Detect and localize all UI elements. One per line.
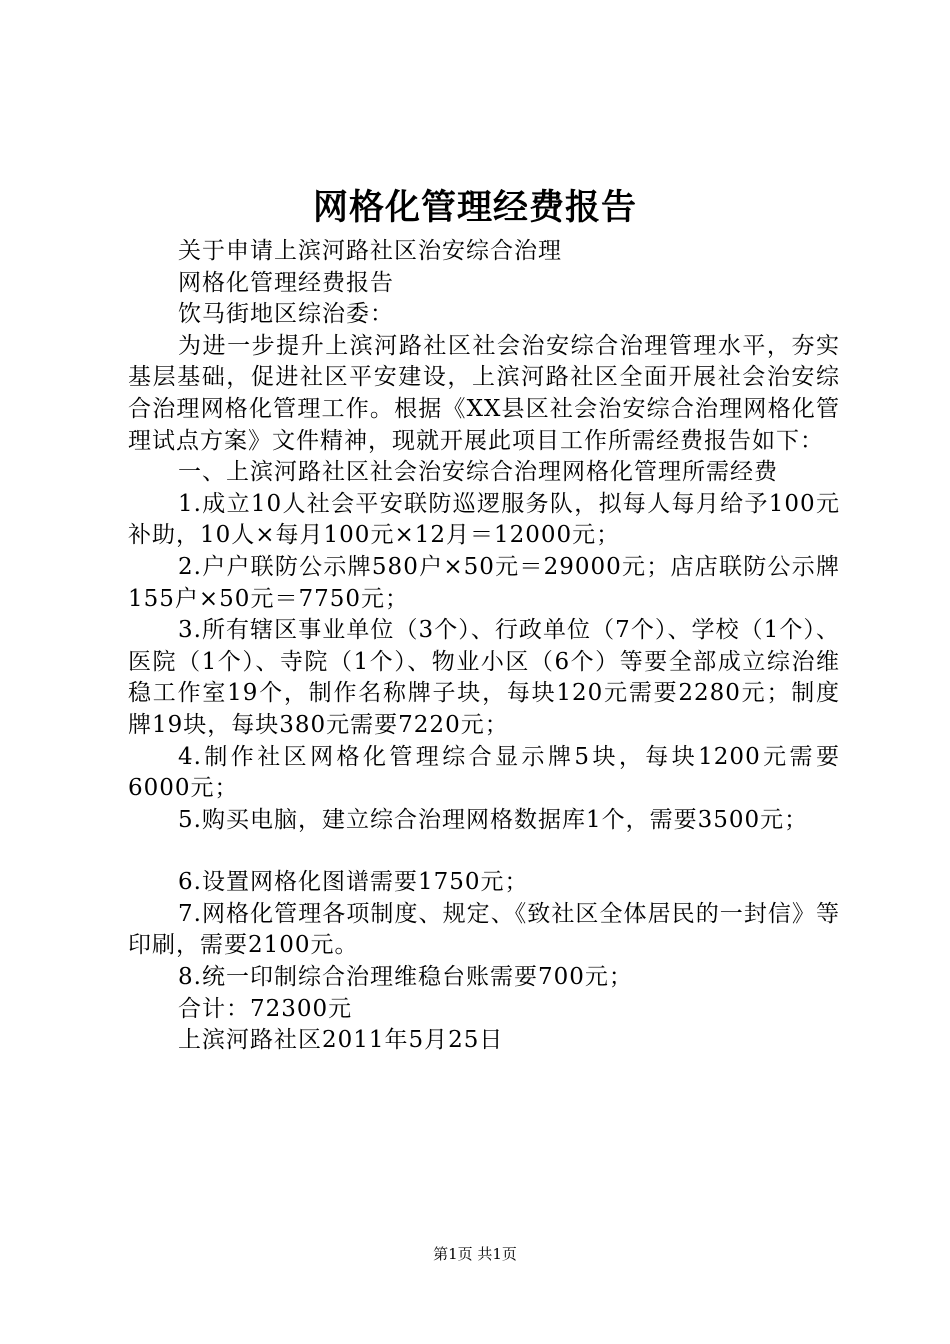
expense-item-8: 8.统一印制综合治理维稳台账需要700元； xyxy=(178,964,633,991)
expense-item-7: 7.网格化管理各项制度、规定、《致社区全体居民的一封信》等印刷，需要2100元。 xyxy=(128,900,840,959)
addressee: 饮马街地区综治委： xyxy=(178,301,394,328)
expense-item-4: 4.制作社区网格化管理综合显示牌5块，每块1200元需要6000元； xyxy=(128,743,840,802)
document-title: 网格化管理经费报告 xyxy=(312,187,637,228)
expense-item-3: 3.所有辖区事业单位（3个）、行政单位（7个）、学校（1个）、医院（1个）、寺院（1个）、物业小区（6个）等要全部成立综治维稳工作室19个，制作名称牌子块，每块120元需要2280元；制度牌19块，每块380元需要7220元； xyxy=(128,617,840,738)
document-body xyxy=(128,236,840,1057)
subject-line-1: 关于申请上滨河路社区治安综合治理 xyxy=(178,238,562,264)
expense-item-5: 5.购买电脑，建立综合治理网格数据库1个，需要3500元； xyxy=(178,806,809,833)
page-footer: 第1页 共1页 xyxy=(433,1245,517,1263)
intro-paragraph: 为进一步提升上滨河路社区社会治安综合治理管理水平，夯实基层基础，促进社区平安建设，上滨河路社区全面开展社会治安综合治理网格化管理工作。根据《XX县区社会治安综合治理网格化管理试点方案》文件精神，现就开展此项目工作所需经费报告如下： xyxy=(128,332,840,454)
expense-item-1: 1.成立10人社会平安联防巡逻服务队，拟每人每月给予100元补助，10人×每月100元×12月＝12000元； xyxy=(128,490,840,549)
subject-line-2: 网格化管理经费报告 xyxy=(178,269,394,296)
expense-item-2: 2.户户联防公示牌580户×50元＝29000元；店店联防公示牌155户×50元＝7750元； xyxy=(128,553,840,612)
expense-item-6: 6.设置网格化图谱需要1750元； xyxy=(178,869,529,896)
signature-date: 上滨河路社区2011年5月25日 xyxy=(178,1027,504,1054)
total-line: 合计：72300元 xyxy=(178,995,353,1022)
section-heading: 一、上滨河路社区社会治安综合治理网格化管理所需经费 xyxy=(178,459,778,486)
